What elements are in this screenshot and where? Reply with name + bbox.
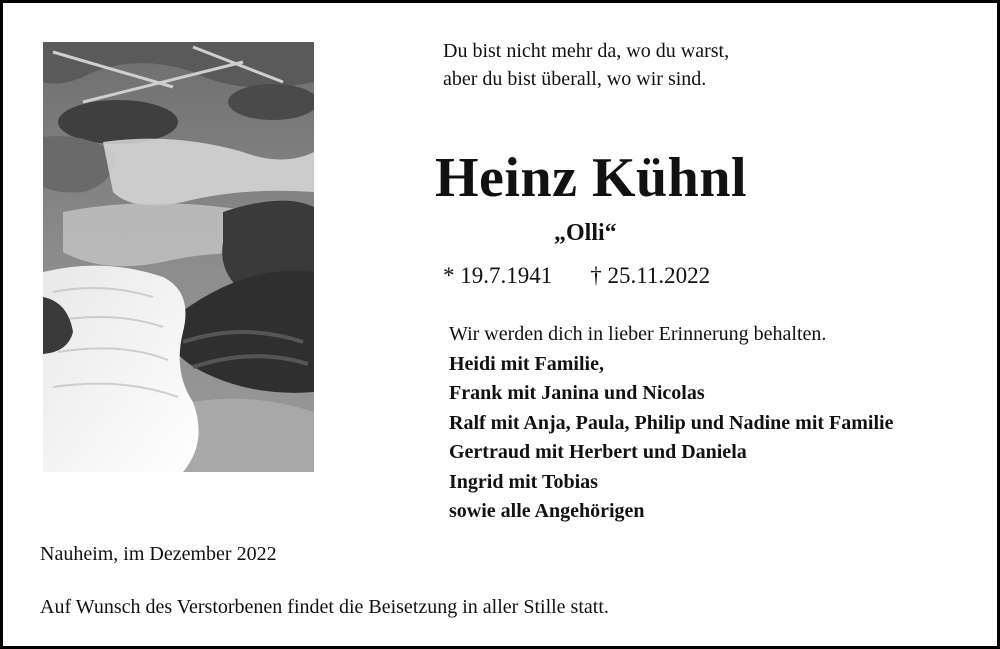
quote-line: Du bist nicht mehr da, wo du warst, — [443, 40, 730, 62]
memorial-quote — [443, 37, 729, 93]
place-date: Nauheim, im Dezember 2022 — [40, 543, 277, 565]
mourner-line: sowie alle Angehörigen — [449, 500, 645, 522]
deceased-nickname: „Olli“ — [554, 220, 617, 246]
birth-date: * 19.7.1941 — [443, 263, 553, 288]
memorial-message: Wir werden dich in lieber Erinnerung behalten. — [449, 323, 827, 345]
funeral-note: Auf Wunsch des Verstorbenen findet die Beisetzung in aller Stille statt. — [40, 596, 609, 618]
mourner-line: Heidi mit Familie, — [449, 352, 604, 375]
waterfall-photo — [43, 42, 314, 472]
mourner-line: Frank mit Janina und Nicolas — [449, 382, 705, 404]
deceased-name: Heinz Kühnl — [435, 147, 748, 209]
mourner-line: Ralf mit Anja, Paula, Philip und Nadine mit Familie — [449, 411, 894, 434]
life-dates — [443, 261, 710, 291]
mourner-line: Gertraud mit Herbert und Daniela — [449, 441, 747, 463]
mourner-line: Ingrid mit Tobias — [449, 470, 598, 493]
mourners-message — [449, 320, 893, 527]
death-date: † 25.11.2022 — [590, 263, 711, 288]
quote-line: aber du bist überall, wo wir sind. — [443, 68, 707, 90]
stream-image — [43, 42, 314, 472]
